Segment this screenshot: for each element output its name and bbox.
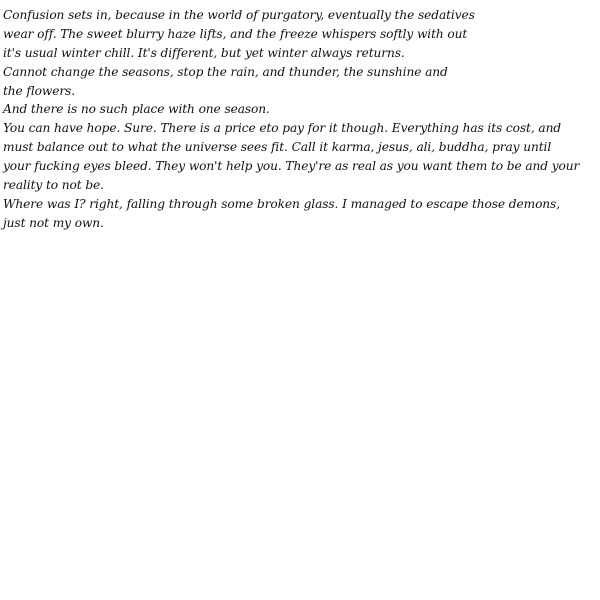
text-line: Confusion sets in, because in the world of purgatory, eventually the sedatives <box>3 8 475 22</box>
text-line: just not my own. <box>3 215 104 230</box>
text-line: And there is no such place with one season. <box>3 102 270 117</box>
text-line: reality to not be. <box>3 178 104 193</box>
text-line: must balance out to what the universe sees fit. Call it karma, jesus, ali, buddha, pray until <box>3 140 552 155</box>
document-body <box>3 6 597 233</box>
text-line: wear off. The sweet blurry haze lifts, and the freeze whispers softly with out <box>3 26 468 41</box>
text-line: it's usual winter chill. It's different, but yet winter always returns. <box>3 45 405 60</box>
text-line: Where was I? right, falling through some broken glass. I managed to escape those demons, <box>3 196 560 211</box>
text-line: You can have hope. Sure. There is a price eto pay for it though. Everything has its cost, and <box>3 121 562 136</box>
text-line: the flowers. <box>3 83 75 98</box>
text-line: your fucking eyes bleed. They won't help you. They're as real as you want them to be and your <box>3 159 580 174</box>
text-line: Cannot change the seasons, stop the rain, and thunder, the sunshine and <box>3 64 448 79</box>
